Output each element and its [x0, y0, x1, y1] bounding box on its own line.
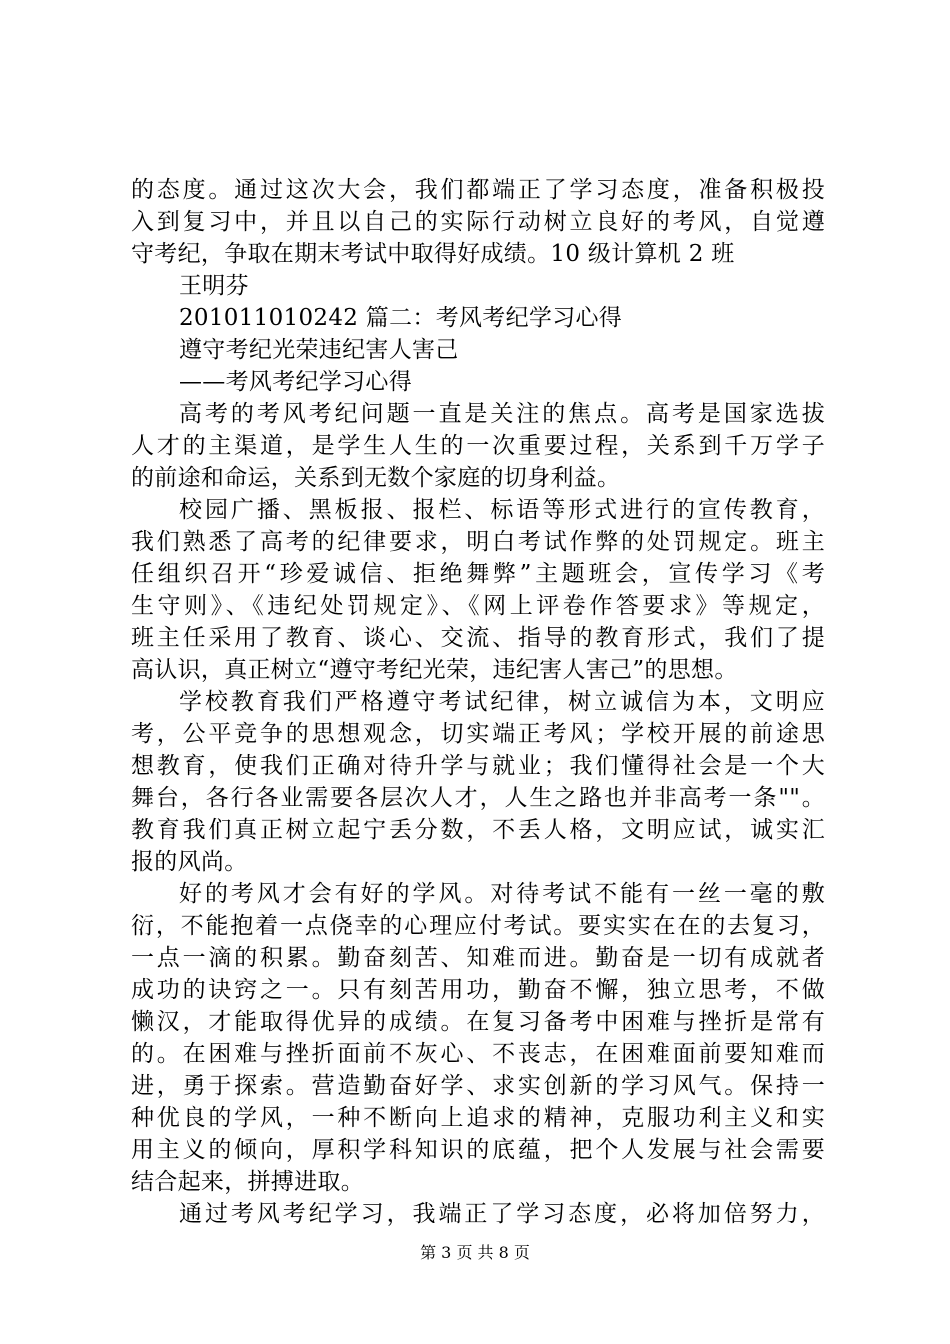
text-line: 的。在困难与挫折面前不灰心、不丧志，在困难面前要知难而	[131, 1041, 825, 1067]
text-line: 入到复习中，并且以自己的实际行动树立良好的考风，自觉遵	[131, 209, 825, 235]
text-line: 结合起来，拼搏进取。	[131, 1169, 364, 1195]
text-line: 守考纪，争取在期末考试中取得好成绩。10 级计算机 2 班	[131, 241, 735, 267]
text-line: 任组织召开“珍爱诚信、拒绝舞弊”主题班会，宣传学习《考	[131, 561, 825, 587]
text-line: 考，公平竞争的思想观念，切实端正考风；学校开展的前途思	[131, 721, 825, 747]
text-line: 进，勇于探索。营造勤奋好学、求实创新的学习风气。保持一	[131, 1073, 825, 1099]
section-heading: 201011010242 篇二：考风考纪学习心得	[179, 305, 623, 331]
text-line: 种优良的学风，一种不断向上追求的精神，克服功利主义和实	[131, 1105, 825, 1131]
text-line: 的态度。通过这次大会，我们都端正了学习态度，准备积极投	[131, 177, 825, 203]
text-line: 校园广播、黑板报、报栏、标语等形式进行的宣传教育，	[179, 497, 825, 523]
text-line: 用主义的倾向，厚积学科知识的底蕴，把个人发展与社会需要	[131, 1137, 825, 1163]
text-line: 班主任采用了教育、谈心、交流、指导的教育形式，我们了提	[131, 625, 825, 651]
article-title: 遵守考纪光荣违纪害人害己	[179, 337, 459, 363]
text-line: 的前途和命运，关系到无数个家庭的切身利益。	[131, 465, 621, 491]
article-subtitle: ——考风考纪学习心得	[179, 369, 412, 395]
page-number: 第 3 页 共 8 页	[420, 1243, 530, 1262]
text-line: 王明芬	[179, 273, 249, 299]
text-line: 学校教育我们严格遵守考试纪律，树立诚信为本，文明应	[179, 689, 825, 715]
text-line: 教育我们真正树立起宁丢分数，不丢人格，文明应试，诚实汇	[131, 817, 825, 843]
text-line: 懒汉，才能取得优异的成绩。在复习备考中困难与挫折是常有	[131, 1009, 825, 1035]
text-line: 通过考风考纪学习，我端正了学习态度，必将加倍努力，	[179, 1201, 825, 1227]
text-line: 高认识，真正树立“遵守考纪光荣，违纪害人害己”的思想。	[131, 657, 738, 683]
text-line: 人才的主渠道，是学生人生的一次重要过程，关系到千万学子	[131, 433, 825, 459]
text-line: 一点一滴的积累。勤奋刻苦、知难而进。勤奋是一切有成就者	[131, 945, 825, 971]
text-line: 舞台，各行各业需要各层次人才，人生之路也并非高考一条""。	[131, 785, 825, 811]
text-line: 好的考风才会有好的学风。对待考试不能有一丝一毫的敷	[179, 881, 825, 907]
text-line: 高考的考风考纪问题一直是关注的焦点。高考是国家选拔	[179, 401, 825, 427]
text-line: 报的风尚。	[131, 849, 248, 875]
text-line: 生守则》、《违纪处罚规定》、《网上评卷作答要求》等规定，	[131, 593, 825, 619]
text-line: 成功的诀窍之一。只有刻苦用功，勤奋不懈，独立思考，不做	[131, 977, 825, 1003]
text-line: 想教育，使我们正确对待升学与就业；我们懂得社会是一个大	[131, 753, 825, 779]
text-line: 我们熟悉了高考的纪律要求，明白考试作弊的处罚规定。班主	[131, 529, 825, 555]
text-line: 衍，不能抱着一点侥幸的心理应付考试。要实实在在的去复习，	[131, 913, 825, 939]
